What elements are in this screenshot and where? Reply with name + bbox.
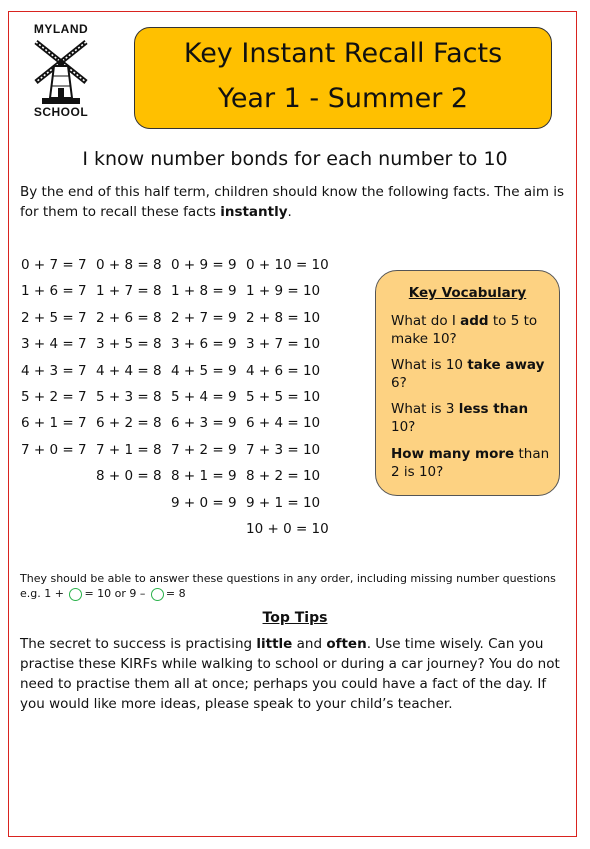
key-vocabulary-box xyxy=(375,270,560,496)
number-bond-fact: 3 + 6 = 9 xyxy=(171,336,237,353)
number-bond-fact: 3 + 4 = 7 xyxy=(21,336,87,353)
number-bond-fact: 4 + 4 = 8 xyxy=(96,362,162,379)
title-box xyxy=(134,27,552,129)
number-bond-fact: 1 + 7 = 8 xyxy=(96,283,162,300)
number-bond-fact: 6 + 4 = 10 xyxy=(246,415,321,432)
number-bond-fact: 2 + 5 = 7 xyxy=(21,309,87,326)
number-bond-fact: 2 + 6 = 8 xyxy=(96,309,162,326)
windmill-icon xyxy=(32,36,90,106)
section-heading: I know number bonds for each number to 10 xyxy=(82,148,508,170)
number-bond-fact: 1 + 6 = 7 xyxy=(21,283,87,300)
intro-bold: instantly xyxy=(220,204,288,220)
number-bond-fact: 3 + 5 = 8 xyxy=(96,336,162,353)
intro-text: By the end of this half term, children should know the following facts. The aim is for them to recall these facts xyxy=(20,184,565,220)
number-bond-fact: 6 + 2 = 8 xyxy=(96,415,162,432)
vocab-question: What is 10 take away 6? xyxy=(391,357,545,391)
number-bond-fact: 1 + 9 = 10 xyxy=(246,283,321,300)
logo-bottom-text: SCHOOL xyxy=(33,105,89,119)
number-bond-fact: 2 + 7 = 9 xyxy=(171,309,237,326)
vocab-question: How many more than 2 is 10? xyxy=(391,446,550,480)
intro-end: . xyxy=(287,204,292,220)
number-bond-fact: 7 + 2 = 9 xyxy=(171,441,237,458)
number-bond-fact: 9 + 0 = 9 xyxy=(171,494,237,511)
top-tips-title: Top Tips xyxy=(262,610,328,626)
number-bond-fact: 10 + 0 = 10 xyxy=(246,521,329,537)
number-bond-fact: 4 + 5 = 9 xyxy=(171,362,237,379)
number-bond-fact: 0 + 9 = 9 xyxy=(171,257,237,273)
blank-circle-icon xyxy=(151,588,164,601)
number-bond-fact: 3 + 7 = 10 xyxy=(246,336,321,353)
number-bond-fact: 5 + 4 = 9 xyxy=(171,389,237,405)
number-bond-fact: 8 + 2 = 10 xyxy=(246,468,321,485)
number-bond-fact: 6 + 3 = 9 xyxy=(171,415,237,432)
number-bond-fact: 5 + 3 = 8 xyxy=(96,389,162,405)
title-main: Key Instant Recall Facts xyxy=(183,38,503,69)
vocab-title: Key Vocabulary xyxy=(408,285,527,301)
number-bond-fact: 7 + 0 = 7 xyxy=(21,441,87,458)
number-bond-fact: 9 + 1 = 10 xyxy=(246,494,321,511)
blank-circle-icon xyxy=(69,588,82,601)
number-bond-fact: 6 + 1 = 7 xyxy=(21,415,87,432)
title-subtitle: Year 1 - Summer 2 xyxy=(217,83,469,114)
number-bond-fact: 0 + 10 = 10 xyxy=(246,257,329,273)
number-bond-fact: 4 + 6 = 10 xyxy=(246,362,321,379)
vocab-question: What do I add to 5 to make 10? xyxy=(391,313,538,347)
number-bond-fact: 8 + 0 = 8 xyxy=(96,468,162,485)
number-bond-fact: 1 + 8 = 9 xyxy=(171,283,237,300)
logo-top-text: MYLAND xyxy=(33,22,89,36)
number-bond-fact: 7 + 1 = 8 xyxy=(96,441,162,458)
number-bond-fact: 0 + 8 = 8 xyxy=(96,257,162,273)
intro-paragraph xyxy=(20,182,570,222)
school-logo xyxy=(18,22,104,122)
vocab-question: What is 3 less than 10? xyxy=(391,401,529,435)
number-bond-fact: 5 + 5 = 10 xyxy=(246,389,321,405)
number-bond-fact: 7 + 3 = 10 xyxy=(246,441,321,458)
number-bond-fact: 2 + 8 = 10 xyxy=(246,309,321,326)
number-bond-fact: 8 + 1 = 9 xyxy=(171,468,237,485)
number-bond-fact: 0 + 7 = 7 xyxy=(21,257,87,273)
number-bond-fact: 4 + 3 = 7 xyxy=(21,362,87,379)
top-tips-paragraph: The secret to success is practising little and often. Use time wisely. Can you practise these KIRFs while walking to school or during a car journey? You do not need to practise them all at once; perhaps you could have a fact of the day. If you would like more ideas, please speak to your child’s teacher. xyxy=(20,636,560,712)
number-bond-fact: 5 + 2 = 7 xyxy=(21,389,87,405)
order-note: They should be able to answer these questions in any order, including missing number questions e.g. 1 + = 10 or 9 – = 8 xyxy=(20,572,556,600)
